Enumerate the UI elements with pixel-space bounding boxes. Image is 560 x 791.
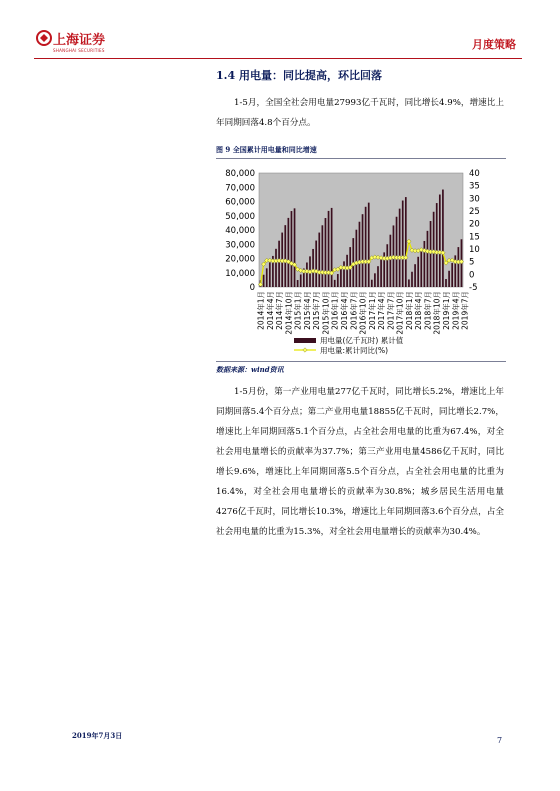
- plot-area: [259, 173, 463, 287]
- x-tick-label: 2015年7月: [312, 291, 322, 330]
- legend-line-label: 用电量:累计同比(%): [320, 346, 389, 355]
- page-header: [0, 0, 560, 70]
- left-tick-label: 50,000: [225, 211, 255, 222]
- bar-33: [362, 214, 364, 287]
- left-tick-label: 70,000: [225, 183, 255, 194]
- x-tick-label: 2017年1月: [367, 291, 377, 330]
- bar-34: [365, 207, 367, 287]
- right-tick-label: 40: [469, 169, 480, 179]
- x-tick-label: 2016年1月: [330, 291, 340, 330]
- bar-48: [408, 279, 410, 287]
- bar-27: [343, 261, 345, 287]
- x-tick-label: 2018年10月: [432, 291, 442, 335]
- bar-36: [371, 280, 373, 287]
- x-tick-label: 2016年4月: [340, 291, 349, 330]
- bar-26: [340, 268, 342, 287]
- bar-35: [368, 203, 370, 287]
- x-tick-label: 2014年1月: [256, 291, 266, 330]
- electricity-chart: [216, 161, 506, 361]
- x-tick-label: 2019年1月: [442, 291, 451, 330]
- bar-37: [374, 273, 376, 287]
- bar-58: [439, 195, 441, 287]
- x-tick-label: 2017年10月: [395, 291, 405, 335]
- x-tick-label: 2014年7月: [275, 291, 285, 330]
- right-tick-label: -5: [469, 283, 478, 293]
- x-tick-label: 2016年10月: [358, 291, 368, 335]
- bar-51: [417, 257, 419, 287]
- bar-50: [414, 264, 416, 287]
- bar-60: [445, 279, 447, 287]
- bar-32: [359, 222, 361, 287]
- bar-9: [288, 218, 290, 287]
- bar-44: [396, 217, 398, 287]
- header-divider: [34, 58, 522, 59]
- x-tick-label: 2014年10月: [284, 291, 294, 335]
- x-tick-label: 2017年4月: [377, 291, 387, 330]
- right-tick-label: 0: [469, 270, 475, 281]
- x-tick-label: 2015年4月: [302, 291, 312, 330]
- right-tick-label: 20: [469, 219, 480, 230]
- figure-divider: [216, 361, 506, 362]
- bar-21: [325, 218, 327, 287]
- bar-2: [266, 268, 268, 287]
- bar-5: [275, 249, 277, 287]
- right-tick-label: 10: [469, 245, 480, 255]
- bar-39: [380, 259, 382, 287]
- x-tick-label: 2018年4月: [414, 291, 424, 330]
- legend-bar-label: 用电量(亿千瓦时) 累计值: [320, 336, 404, 345]
- figure-caption: 图 9 全国累计用电量和同比增速: [216, 145, 506, 159]
- bar-12: [297, 280, 299, 287]
- bar-59: [442, 190, 444, 287]
- footer-date: 2019年7月3日: [72, 731, 123, 740]
- x-tick-label: 2018年1月: [404, 291, 414, 330]
- figure-source: 数据来源：wind资讯: [216, 365, 284, 374]
- bar-62: [451, 263, 453, 287]
- bar-24: [334, 280, 336, 287]
- bar-3: [269, 262, 271, 287]
- right-tick-label: 35: [469, 181, 480, 192]
- left-tick-label: 60,000: [225, 197, 255, 208]
- right-tick-label: 30: [469, 194, 480, 205]
- bar-6: [278, 241, 280, 287]
- bar-17: [312, 249, 314, 287]
- logo-text: 上海证券: [53, 33, 106, 48]
- x-tick-label: 2016年7月: [349, 291, 359, 330]
- bar-47: [405, 197, 407, 287]
- bar-54: [427, 231, 429, 287]
- bar-20: [322, 225, 324, 287]
- left-tick-label: 80,000: [225, 169, 255, 179]
- bar-18: [315, 241, 317, 287]
- x-tick-label: 2015年1月: [293, 291, 303, 330]
- paragraph-summary: 1-5月，全国全社会用电量27993亿千瓦时，同比增长4.9%，增速比上年同期回落4.8个百分点。: [216, 98, 504, 128]
- bar-22: [328, 211, 330, 287]
- bar-11: [294, 208, 296, 287]
- x-tick-label: 2019年4月: [451, 291, 461, 330]
- legend-bar-swatch: [294, 338, 316, 343]
- bar-64: [458, 247, 460, 287]
- x-tick-label: 2018年7月: [423, 291, 433, 330]
- right-tick-label: 25: [469, 207, 480, 217]
- bar-53: [424, 241, 426, 287]
- x-tick-label: 2015年10月: [321, 291, 331, 335]
- page-number: 7: [497, 736, 503, 745]
- right-tick-label: 5: [469, 257, 475, 268]
- bar-28: [346, 255, 348, 287]
- bar-45: [399, 209, 401, 287]
- left-tick-label: 30,000: [225, 240, 255, 251]
- left-tick-label: 0: [249, 283, 255, 293]
- x-tick-label: 2017年7月: [386, 291, 396, 330]
- bar-25: [337, 274, 339, 287]
- bar-57: [436, 203, 438, 287]
- bar-10: [291, 211, 293, 287]
- left-tick-label: 20,000: [225, 254, 255, 265]
- left-tick-label: 40,000: [225, 226, 255, 236]
- right-tick-label: 15: [469, 232, 480, 243]
- bar-13: [300, 274, 302, 287]
- bar-42: [390, 235, 392, 287]
- bar-61: [448, 271, 450, 287]
- bar-49: [411, 272, 413, 287]
- document-type: 月度策略: [472, 38, 516, 51]
- left-tick-label: 10,000: [225, 268, 255, 279]
- logo-subtext: SHANGHAI SECURITIES: [53, 48, 105, 53]
- bar-1: [263, 275, 265, 287]
- legend-line-marker: [303, 348, 307, 352]
- x-tick-label: 2014年4月: [265, 291, 275, 330]
- bar-15: [306, 262, 308, 287]
- section-title: 1.4 用电量：同比提高，环比回落: [216, 69, 382, 82]
- bar-8: [284, 225, 286, 287]
- bar-38: [377, 266, 379, 287]
- x-tick-label: 2019年7月: [460, 291, 470, 330]
- paragraph-detail: 1-5月份，第一产业用电量277亿千瓦时，同比增长5.2%，增速比上年同期回落5.4个百分点；第二产业用电量18855亿千瓦时，同比增长2.7%，增速比上年同期回落5.1个百分点，占全社会用电量的比重为67.4%，对全社会用电量增长的贡献率为37.7%；第三产业用电量4586亿千瓦时，同比增长9.6%，增速比上年同期回落5.5个百分点，占全社会用电量的比重为16.4%，对全社会用电量增长的贡献率为30.8%；城乡居民生活用电量4276亿千瓦时，同比增长10.3%，增速比上年同期回落3.6个百分点，占全社会用电量的比重为15.3%，对全社会用电量增长的贡献率为30.4%。: [216, 387, 504, 537]
- logo-mark-icon: [36, 30, 52, 46]
- bar-46: [402, 201, 404, 287]
- bar-52: [420, 250, 422, 287]
- bar-31: [356, 230, 358, 287]
- bar-19: [318, 233, 320, 287]
- bar-41: [386, 244, 388, 287]
